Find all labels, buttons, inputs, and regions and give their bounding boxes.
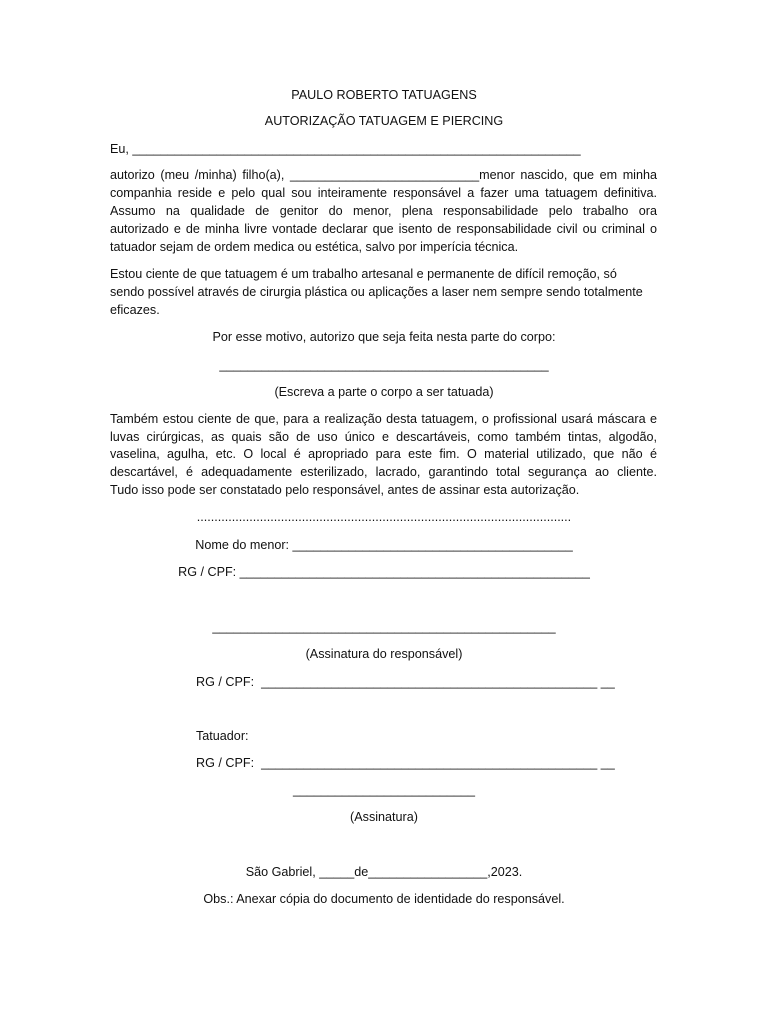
date-line: São Gabriel, _____de_________________,2023.	[245, 865, 523, 879]
tattooist-id-line: RG / CPF: ________________________________________________ __	[196, 756, 615, 770]
dotted-separator: ...........................................................................................................	[196, 510, 572, 524]
minor-id-line: RG / CPF: __________________________________________________	[178, 565, 590, 579]
company-name: PAULO ROBERTO TATUAGENS	[291, 88, 477, 102]
paragraph-line: vaselina, agulha, etc. O local é apropriado para este fim. O material utilizado, que não é	[110, 447, 657, 461]
attachment-note: Obs.: Anexar cópia do documento de identidade do responsável.	[203, 892, 565, 906]
guardian-signature-blank: _________________________________________________	[212, 620, 556, 634]
tattooist-label: Tatuador:	[196, 729, 249, 743]
paragraph-line: autorizo (meu /minha) filho(a), ___________________________menor nascido, que em minha	[110, 168, 657, 182]
paragraph-line: Estou ciente de que tatuagem é um trabalho artesanal e permanente de difícil remoção, só	[110, 267, 617, 281]
tattooist-signature-blank: __________________________	[292, 783, 476, 797]
minor-name-line: Nome do menor: ________________________________________	[195, 538, 573, 552]
body-part-caption: (Escreva a parte o corpo a ser tatuada)	[274, 385, 494, 399]
paragraph-line: sendo possível através de cirurgia plástica ou aplicações a laser nem sempre sendo totalmente	[110, 285, 643, 299]
guardian-name-line: Eu, ________________________________________________________________	[110, 142, 581, 156]
document-title: AUTORIZAÇÃO TATUAGEM E PIERCING	[264, 114, 504, 128]
paragraph-line: companhia reside e pelo qual sou inteiramente responsável a fazer uma tatuagem definitiva.	[110, 186, 657, 200]
paragraph-line: Também estou ciente de que, para a realização desta tatuagem, o profissional usará máscara e	[110, 412, 657, 426]
paragraph-line: tatuador sejam de ordem medica ou estética, salvo por imperícia técnica.	[110, 240, 519, 254]
paragraph-line: descartável, é adequadamente esterilizado, lacrado, garantindo total segurança ao cliente.	[110, 465, 657, 479]
body-part-blank: _______________________________________________	[219, 358, 549, 372]
paragraph-line: Assumo na qualidade de genitor do menor, plena responsabilidade pelo trabalho ora	[110, 204, 657, 218]
paragraph-line: Tudo isso pode ser constatado pelo responsável, antes de assinar esta autorização.	[110, 483, 580, 497]
tattooist-signature-caption: (Assinatura)	[350, 810, 418, 824]
paragraph-line: luvas cirúrgicas, as quais são de uso único e descartáveis, como também tintas, algodão,	[110, 430, 657, 444]
guardian-id-line: RG / CPF: ________________________________________________ __	[196, 675, 615, 689]
body-part-prompt: Por esse motivo, autorizo que seja feita nesta parte do corpo:	[212, 330, 556, 344]
paragraph-line: eficazes.	[110, 303, 160, 317]
guardian-signature-caption: (Assinatura do responsável)	[305, 647, 463, 661]
paragraph-line: autorizado e de minha livre vontade declarar que isento de responsabilidade civil ou criminal o	[110, 222, 657, 236]
